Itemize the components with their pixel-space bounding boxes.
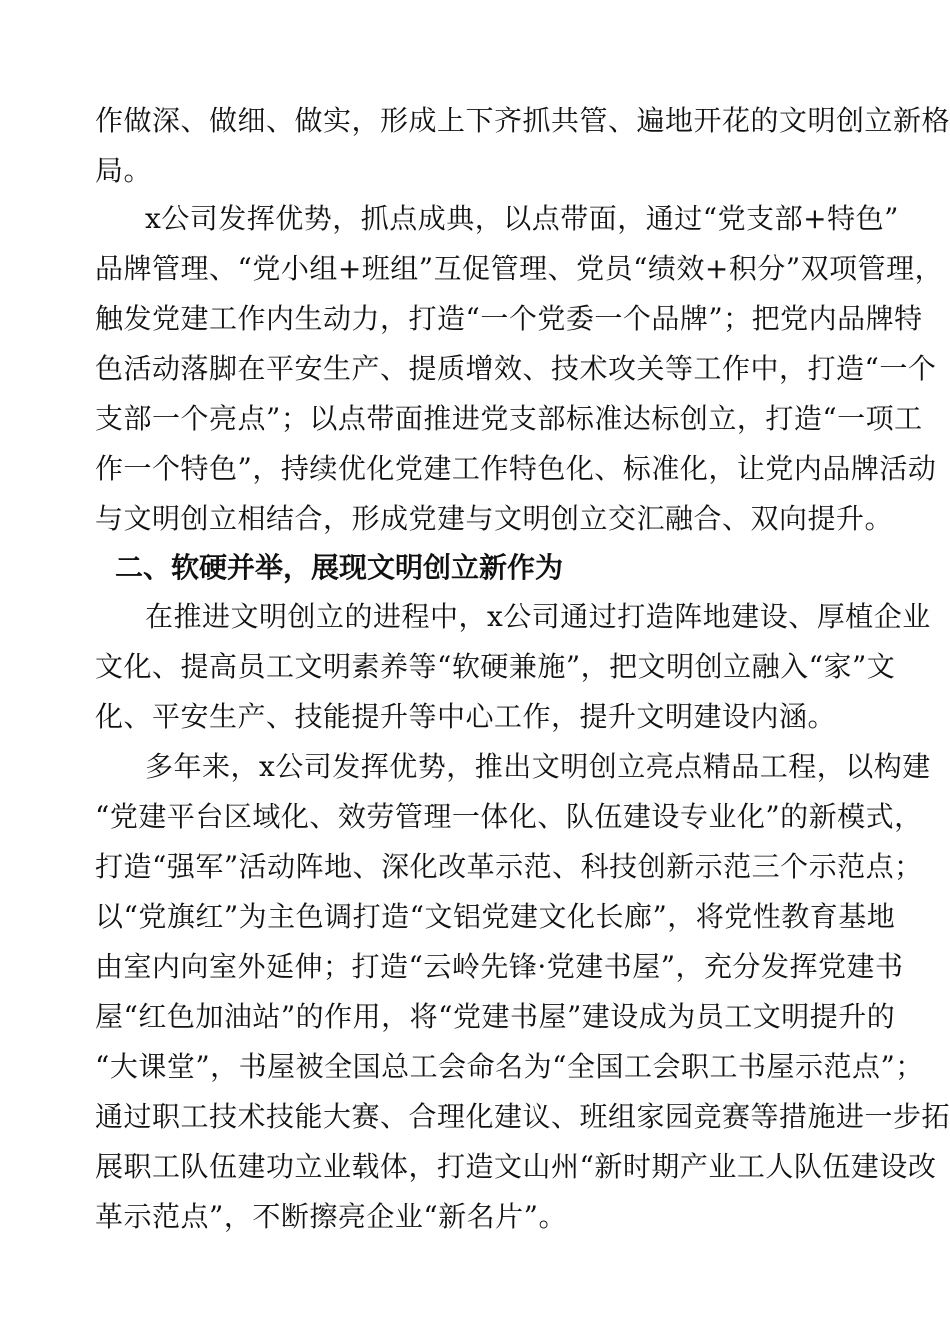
paragraph-2-line-2: 品牌管理、“党小组+班组”互促管理、党员“绩效+积分”双项管理，: [95, 252, 944, 285]
section-heading: 二、软硬并举，展现文明创立新作为: [115, 551, 564, 584]
paragraph-2-line-1: x公司发挥优势，抓点成典，以点带面，通过“党支部+特色”: [145, 202, 899, 235]
paragraph-2-line-3: 触发党建工作内生动力，打造“一个党委一个品牌”；把党内品牌特: [95, 302, 923, 335]
paragraph-1-line-2: 局。: [95, 154, 153, 187]
paragraph-2-line-5: 支部一个亮点”；以点带面推进党支部标准达标创立，打造“一项工: [95, 402, 923, 435]
paragraph-4-line-2: “党建平台区域化、效劳管理一体化、队伍建设专业化”的新模式，: [95, 800, 923, 833]
paragraph-4-line-4: 以“党旗红”为主色调打造“文铝党建文化长廊”，将党性教育基地: [95, 900, 896, 933]
paragraph-2-line-4: 色活动落脚在平安生产、提质增效、技术攻关等工作中，打造“一个: [95, 352, 937, 385]
paragraph-4-line-1: 多年来，x公司发挥优势，推出文明创立亮点精品工程，以构建: [145, 750, 931, 783]
paragraph-4-line-6: 屋“红色加油站”的作用，将“党建书屋”建设成为员工文明提升的: [95, 1000, 896, 1033]
paragraph-2-line-6: 作一个特色”，持续优化党建工作特色化、标准化，让党内品牌活动: [95, 452, 937, 485]
paragraph-3-line-1: 在推进文明创立的进程中，x公司通过打造阵地建设、厚植企业: [145, 600, 931, 633]
paragraph-4-line-8: 通过职工技术技能大赛、合理化建议、班组家园竞赛等措施进一步拓: [95, 1100, 950, 1133]
paragraph-4-line-3: 打造“强军”活动阵地、深化改革示范、科技创新示范三个示范点；: [95, 850, 923, 883]
paragraph-4-line-10: 革示范点”，不断擦亮企业“新名片”。: [95, 1200, 567, 1233]
paragraph-3-line-2: 文化、提高员工文明素养等“软硬兼施”，把文明创立融入“家”文: [95, 650, 896, 683]
paragraph-4-line-9: 展职工队伍建功立业载体，打造文山州“新时期产业工人队伍建设改: [95, 1150, 937, 1183]
paragraph-1-line-1: 作做深、做细、做实，形成上下齐抓共管、遍地开花的文明创立新格: [95, 104, 950, 137]
paragraph-4-line-5: 由室内向室外延伸；打造“云岭先锋·党建书屋”，充分发挥党建书: [95, 950, 904, 983]
paragraph-2-line-7: 与文明创立相结合，形成党建与文明创立交汇融合、双向提升。: [95, 502, 894, 535]
paragraph-4-line-7: “大课堂”，书屋被全国总工会命名为“全国工会职工书屋示范点”；: [95, 1050, 924, 1083]
paragraph-3-line-3: 化、平安生产、技能提升等中心工作，提升文明建设内涵。: [95, 700, 837, 733]
